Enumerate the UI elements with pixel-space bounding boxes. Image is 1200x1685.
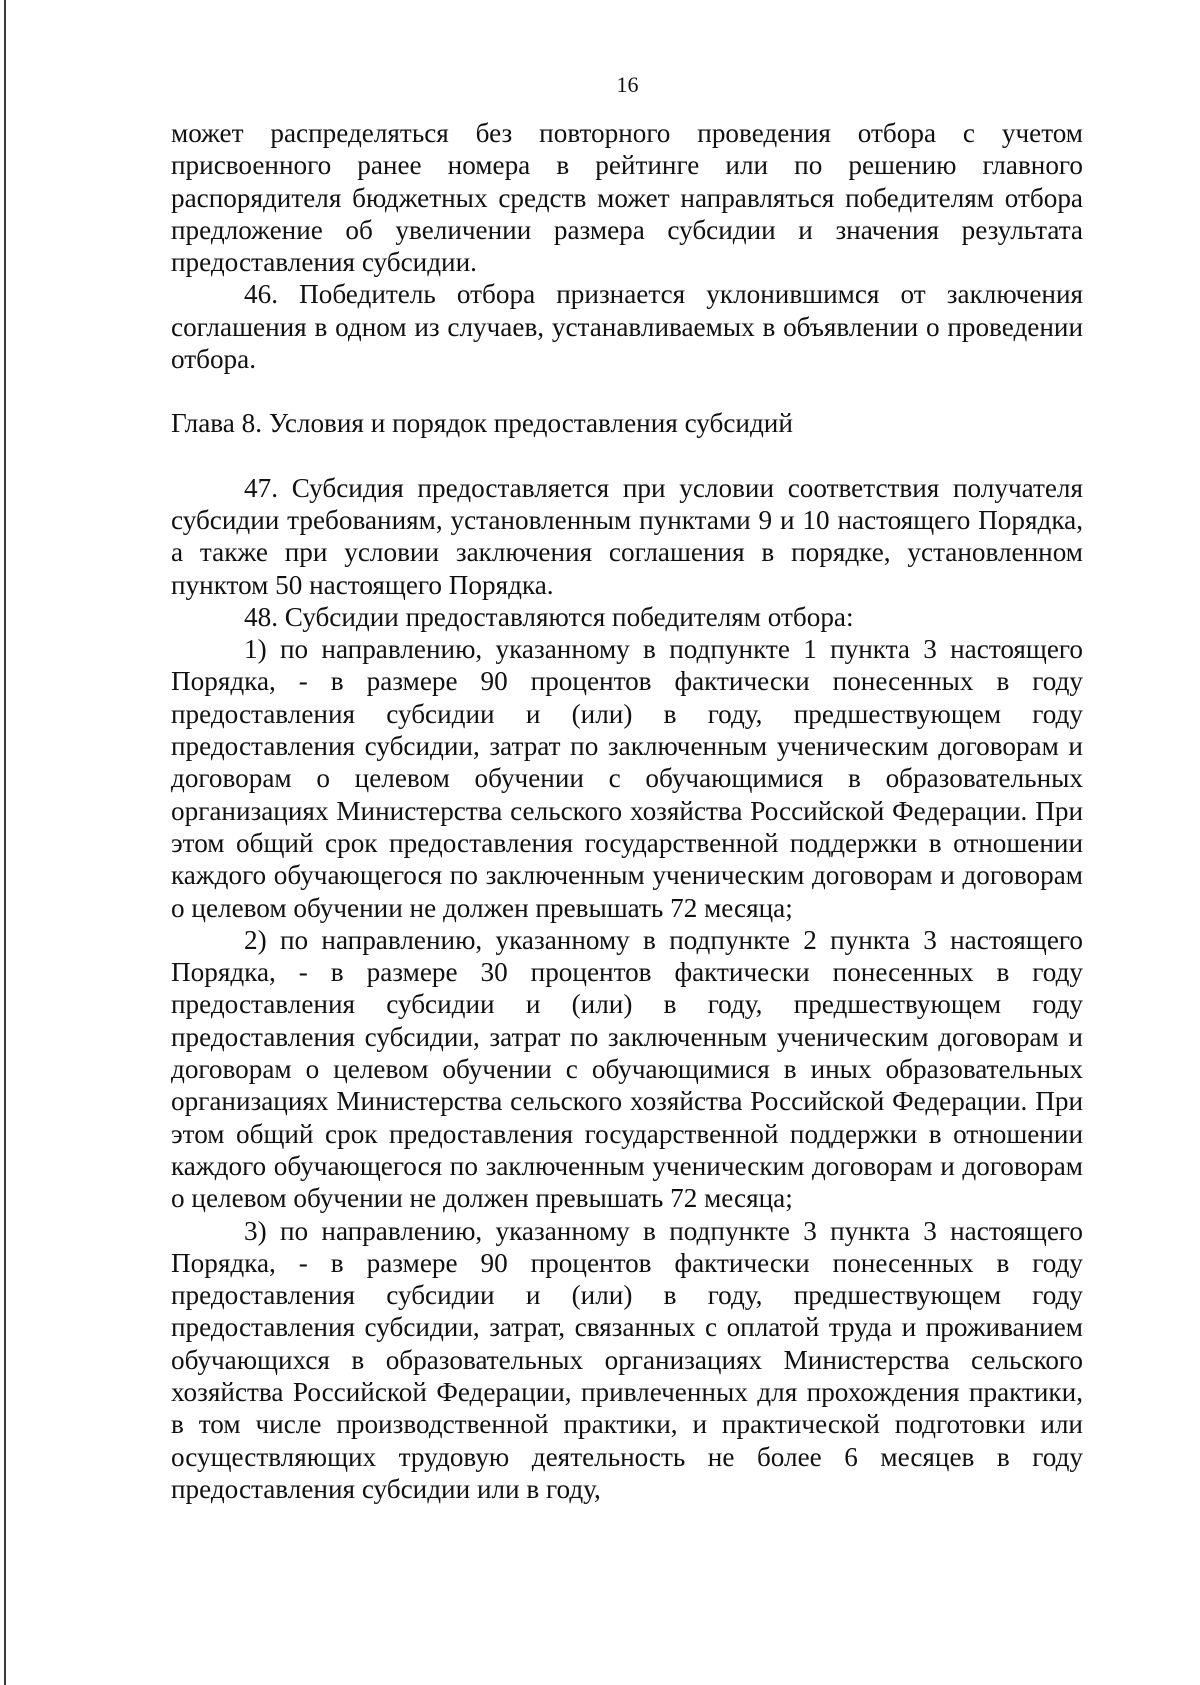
paragraph-48: 48. Субсидии предоставляются победителям отбора: — [244, 601, 854, 632]
paragraph-continuation: может распределяться без повторного проведения отбора с учетом присвоенного ранее номера в рейтинге или по решению главного распорядителя бюджетных средств может направляться победителям отбора предложение об увеличении размера субсидии и значения результата предоставления субсидии. — [171, 118, 1083, 278]
page-scan-edge — [4, 0, 6, 1685]
paragraph-47: 47. Субсидия предоставляется при условии соответствия получателя субсидии требованиям, установленным пунктами 9 и 10 настоящего Порядка, а также при условии заключения соглашения в порядке, установленном пунктом 50 настоящего Порядка. — [171, 472, 1083, 600]
page-number: 16 — [616, 72, 639, 97]
document-body — [171, 117, 1083, 1505]
subparagraph-48-3: 3) по направлению, указанному в подпункте 3 пункта 3 настоящего Порядка, - в размере 90 процентов фактически понесенных в году предоставления субсидии и (или) в году, предшествующем году предоставления субсидии, затрат, связанных с оплатой труда и проживанием обучающихся в образовательных организациях Министерства сельского хозяйства Российской Федерации, привлеченных для прохождения практики, в том числе производственной практики, и практической подготовки или осуществляющих трудовую деятельность не более 6 месяцев в году предоставления субсидии или в году, — [171, 1215, 1083, 1504]
subparagraph-48-1: 1) по направлению, указанному в подпункте 1 пункта 3 настоящего Порядка, - в размере 90 процентов фактически понесенных в году предоставления субсидии и (или) в году, предшествующем году предоставления субсидии, затрат по заключенным ученическим договорам и договорам о целевом обучении с обучающимися в образовательных организациях Министерства сельского хозяйства Российской Федерации. При этом общий срок предоставления государственной поддержки в отношении каждого обучающегося по заключенным ученическим договорам и договорам о целевом обучении не должен превышать 72 месяца; — [171, 634, 1083, 923]
subparagraph-48-2: 2) по направлению, указанному в подпункте 2 пункта 3 настоящего Порядка, - в размере 30 процентов фактически понесенных в году предоставления субсидии и (или) в году, предшествующем году предоставления субсидии, затрат по заключенным ученическим договорам и договорам о целевом обучении с обучающимися в иных образовательных организациях Министерства сельского хозяйства Российской Федерации. При этом общий срок предоставления государственной поддержки в отношении каждого обучающегося по заключенным ученическим договорам и договорам о целевом обучении не должен превышать 72 месяца; — [171, 924, 1083, 1214]
paragraph-46: 46. Победитель отбора признается уклонившимся от заключения соглашения в одном из случаев, устанавливаемых в объявлении о проведении отбора. — [171, 279, 1083, 375]
chapter-title: Глава 8. Условия и порядок предоставления субсидий — [171, 408, 793, 439]
